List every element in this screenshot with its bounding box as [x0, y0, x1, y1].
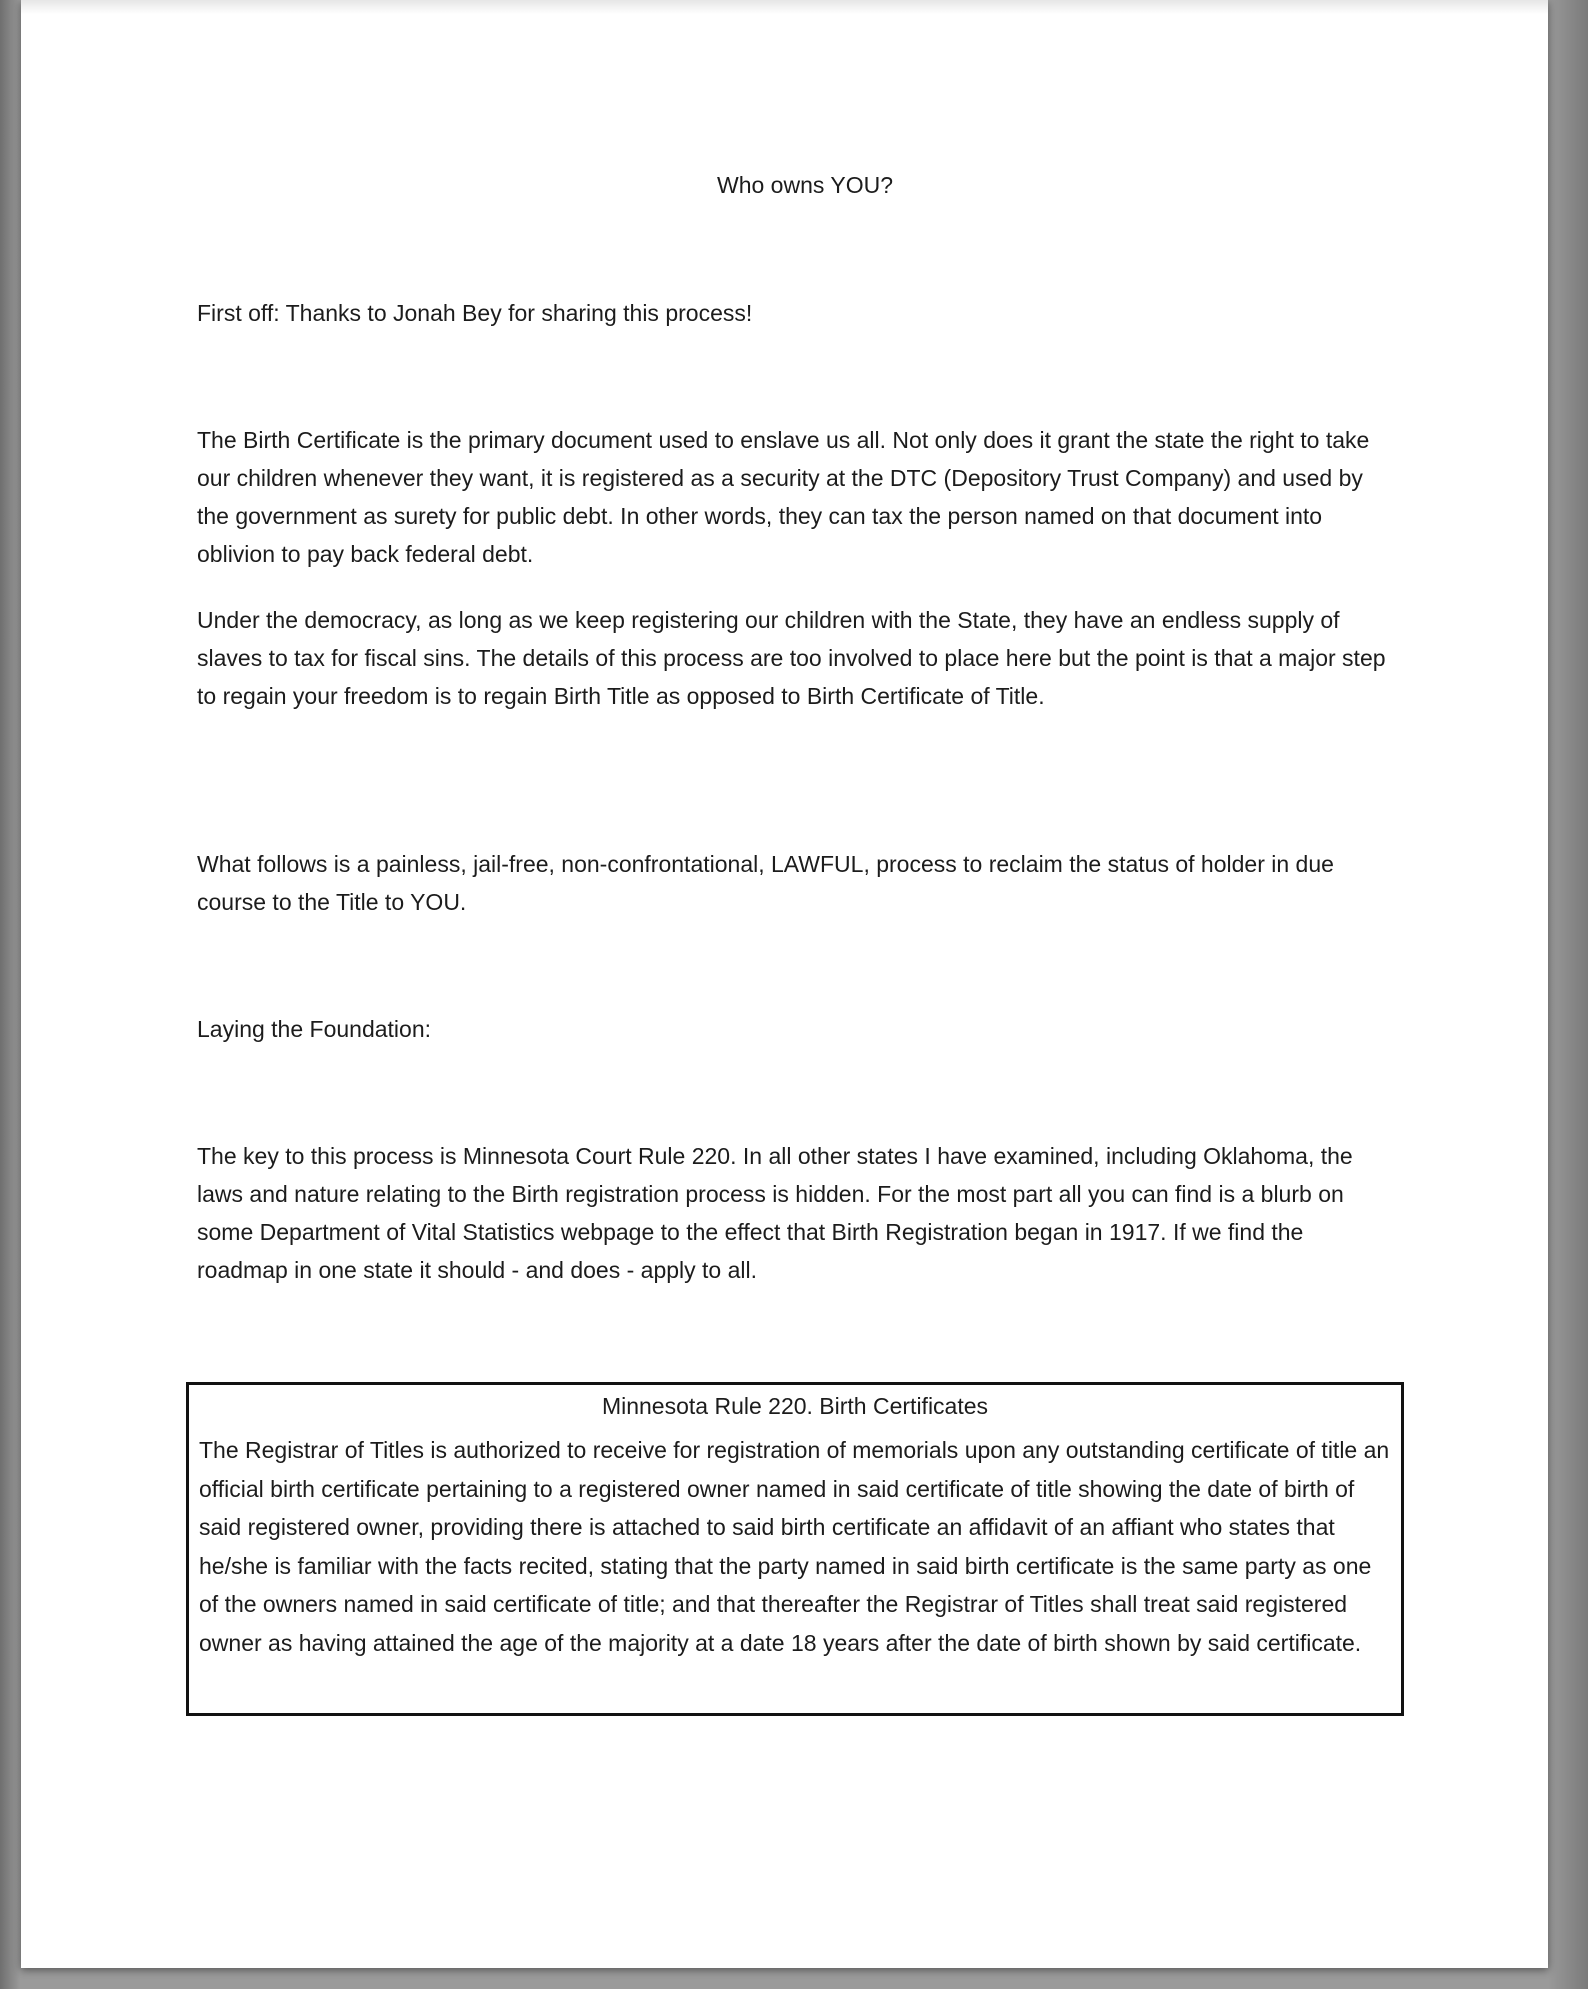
rule-box-body: The Registrar of Titles is authorized to receive for registration of memorials upon any outstanding certificate of title an official birth certificate pertaining to a registered owner named in said certificate of title showing the date of birth of said registered owner, providing there is attached to said birth certificate an affidavit of an affiant who states that he/she is familiar with the facts recited, stating that the party named in said birth certificate is the same party as one of the owners named in said certificate of title; and that thereafter the Registrar of Titles shall treat said registered owner as having attained the age of the majority at a date 18 years after the date of birth shown by said certificate.: [199, 1437, 1390, 1656]
paragraph-thanks: First off: Thanks to Jonah Bey for sharing this process!: [197, 300, 753, 326]
rule-quote-box: [186, 1382, 1404, 1716]
paragraph-democracy: Under the democracy, as long as we keep registering our children with the State, they have an endless supply of slaves to tax for fiscal sins. The details of this process are too involved to place here but the point is that a major step to regain your freedom is to regain Birth Title as opposed to Birth Certificate of Title.: [197, 607, 1386, 709]
rule-box-heading: Minnesota Rule 220. Birth Certificates: [601, 1393, 989, 1419]
paragraph-birth-certificate: The Birth Certificate is the primary document used to enslave us all. Not only does it grant the state the right to take our children whenever they want, it is registered as a security at the DTC (Depository Trust Company) and used by the government as surety for public debt. In other words, they can tax the person named on that document into oblivion to pay back federal debt.: [197, 427, 1370, 567]
paragraph-minnesota-key: The key to this process is Minnesota Court Rule 220. In all other states I have examined, including Oklahoma, the laws and nature relating to the Birth registration process is hidden. For the most part all you can find is a blurb on some Department of Vital Statistics webpage to the effect that Birth Registration began in 1917. If we find the roadmap in one state it should - and does - apply to all.: [197, 1143, 1353, 1283]
paragraph-process-intro: What follows is a painless, jail-free, non-confrontational, LAWFUL, process to reclaim the status of holder in due course to the Title to YOU.: [197, 851, 1334, 915]
document-page[interactable]: [21, 0, 1548, 1968]
document-title: Who owns YOU?: [717, 172, 893, 198]
section-heading-foundation: Laying the Foundation:: [197, 1016, 432, 1042]
page-top-shadow: [21, 0, 1548, 14]
